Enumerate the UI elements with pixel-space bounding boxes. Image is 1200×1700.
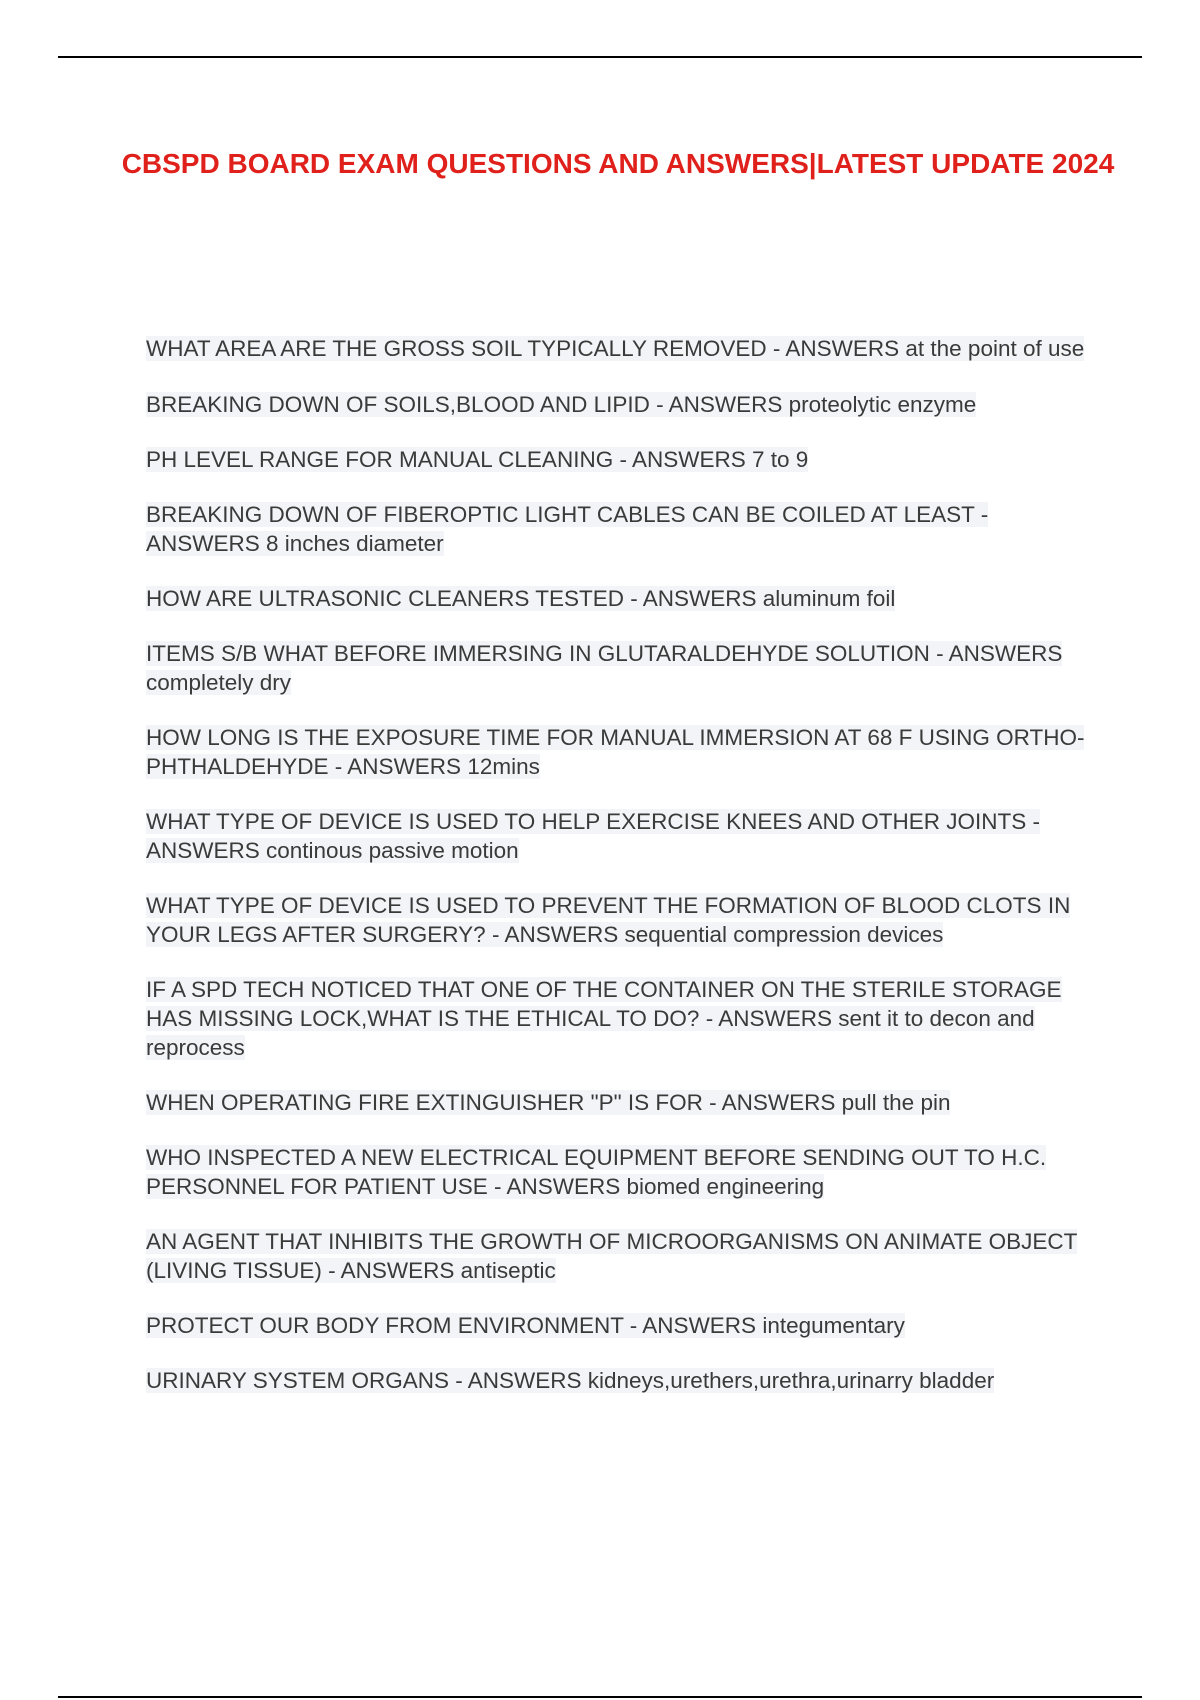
answer-separator: - ANSWERS — [613, 447, 752, 472]
question-text: BREAKING DOWN OF SOILS,BLOOD AND LIPID — [146, 392, 650, 417]
answer-text: integumentary — [762, 1313, 905, 1338]
answer-separator: - ANSWERS — [649, 392, 789, 417]
qa-item — [146, 975, 1086, 1062]
answer-separator: - ANSWERS — [929, 641, 1063, 666]
question-text: HOW LONG IS THE EXPOSURE TIME FOR MANUAL IMMERSION AT 68 F USING ORTHO-PHTHALDEHYDE — [146, 725, 1085, 779]
question-text: PH LEVEL RANGE FOR MANUAL CLEANING — [146, 447, 614, 472]
answer-separator: - ANSWERS — [146, 809, 1040, 863]
answer-separator: - ANSWERS — [328, 754, 468, 779]
question-text: HOW ARE ULTRASONIC CLEANERS TESTED — [146, 586, 625, 611]
answer-separator: - ANSWERS — [623, 1313, 763, 1338]
answer-text: completely dry — [146, 670, 292, 695]
qa-item — [146, 891, 1086, 949]
answer-text: sequential compression devices — [624, 922, 944, 947]
qa-item — [146, 390, 1086, 419]
qa-item — [146, 1143, 1086, 1201]
answer-text: 12mins — [467, 754, 540, 779]
answer-separator: - ANSWERS — [146, 502, 989, 556]
question-text: PROTECT OUR BODY FROM ENVIRONMENT — [146, 1313, 624, 1338]
answer-text: biomed engineering — [626, 1174, 825, 1199]
answer-text: antiseptic — [460, 1258, 556, 1283]
answer-text: continous passive motion — [266, 838, 519, 863]
bottom-rule — [58, 1696, 1142, 1698]
question-text: WHO INSPECTED A NEW ELECTRICAL EQUIPMENT BEFORE SENDING OUT TO H.C. PERSONNEL FOR PATIENT USE — [146, 1145, 1047, 1199]
answer-separator: - ANSWERS — [766, 336, 906, 361]
answer-separator: - ANSWERS — [699, 1006, 839, 1031]
qa-item — [146, 500, 1086, 558]
answer-text: aluminum foil — [762, 586, 896, 611]
answer-text: kidneys,urethers,urethra,urinarry bladder — [587, 1368, 995, 1393]
question-text: WHAT TYPE OF DEVICE IS USED TO PREVENT THE FORMATION OF BLOOD CLOTS IN YOUR LEGS AFTER SURGERY? — [146, 893, 1071, 947]
qa-item — [146, 723, 1086, 781]
answer-separator: - ANSWERS — [321, 1258, 461, 1283]
answer-separator: - ANSWERS — [448, 1368, 588, 1393]
qa-item — [146, 1227, 1086, 1285]
page-title: CBSPD BOARD EXAM QUESTIONS AND ANSWERS|LATEST UPDATE 2024 — [121, 148, 1115, 179]
qa-list — [146, 334, 1086, 1395]
answer-separator: - ANSWERS — [702, 1090, 842, 1115]
answer-separator: - ANSWERS — [485, 922, 625, 947]
qa-item — [146, 1088, 1086, 1117]
question-text: WHAT TYPE OF DEVICE IS USED TO HELP EXERCISE KNEES AND OTHER JOINTS — [146, 809, 1027, 834]
answer-separator: - ANSWERS — [487, 1174, 627, 1199]
answer-text: pull the pin — [841, 1090, 951, 1115]
qa-item — [146, 1311, 1086, 1340]
answer-separator: - ANSWERS — [624, 586, 763, 611]
question-text: ITEMS S/B WHAT BEFORE IMMERSING IN GLUTARALDEHYDE SOLUTION — [146, 641, 930, 666]
answer-text: sent it to decon and reprocess — [146, 1006, 1035, 1060]
answer-text: 8 inches diameter — [266, 531, 444, 556]
top-rule — [58, 56, 1142, 58]
qa-item — [146, 807, 1086, 865]
question-text: URINARY SYSTEM ORGANS — [146, 1368, 449, 1393]
qa-item — [146, 445, 1086, 474]
answer-text: 7 to 9 — [751, 447, 809, 472]
qa-item — [146, 584, 1086, 613]
qa-item — [146, 1366, 1086, 1395]
question-text: WHEN OPERATING FIRE EXTINGUISHER "P" IS FOR — [146, 1090, 703, 1115]
qa-item — [146, 639, 1086, 697]
question-text: WHAT AREA ARE THE GROSS SOIL TYPICALLY REMOVED — [146, 336, 767, 361]
question-text: BREAKING DOWN OF FIBEROPTIC LIGHT CABLES CAN BE COILED AT LEAST — [146, 502, 975, 527]
question-text: AN AGENT THAT INHIBITS THE GROWTH OF MICROORGANISMS ON ANIMATE OBJECT (LIVING TISSUE) — [146, 1229, 1078, 1283]
question-text: IF A SPD TECH NOTICED THAT ONE OF THE CONTAINER ON THE STERILE STORAGE HAS MISSING LOCK,WHAT IS THE ETHICAL TO DO? — [146, 977, 1062, 1031]
qa-item — [146, 334, 1086, 363]
answer-text: at the point of use — [905, 336, 1085, 361]
answer-text: proteolytic enzyme — [788, 392, 977, 417]
